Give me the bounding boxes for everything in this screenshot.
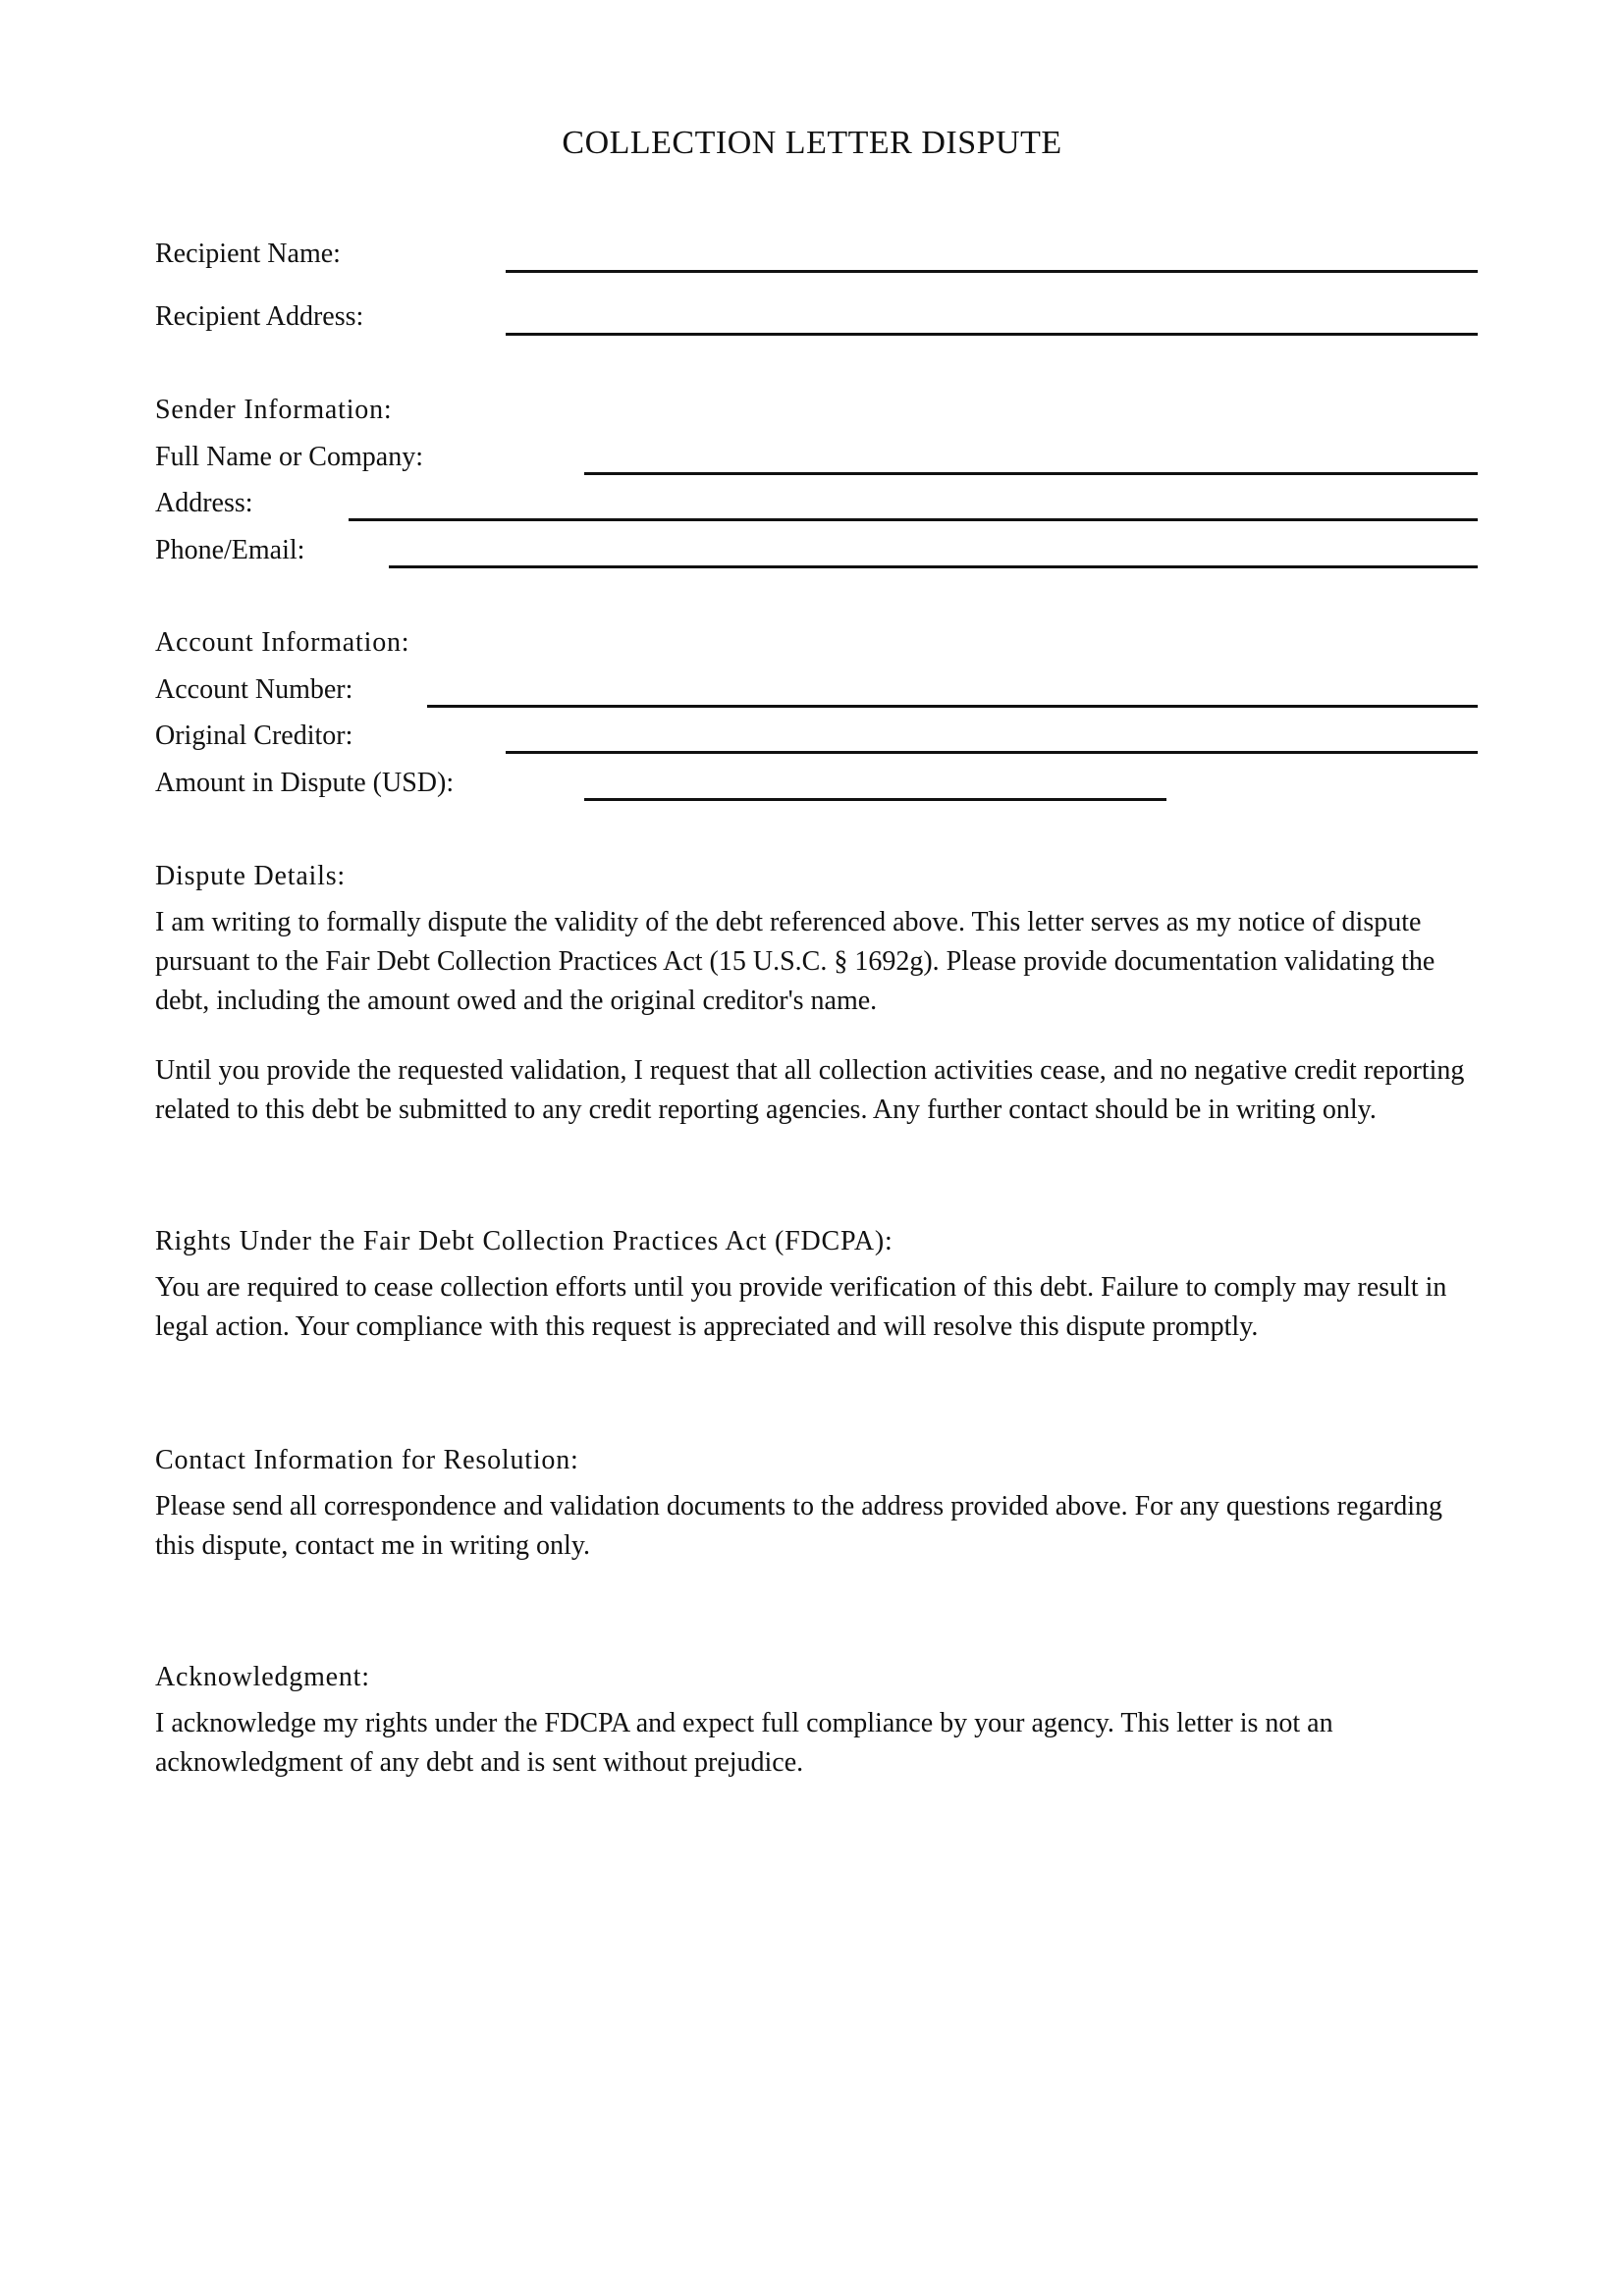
rights-heading: Rights Under the Fair Debt Collection Practices Act (FDCPA): [155, 1226, 893, 1256]
sender-name-label: Full Name or Company: [155, 442, 423, 472]
recipient-name-label: Recipient Name: [155, 239, 341, 269]
recipient-name-field[interactable] [506, 270, 1478, 273]
sender-contact-label: Phone/Email: [155, 535, 305, 565]
account-number-field[interactable] [427, 705, 1478, 708]
acknowledgment-paragraph: I acknowledge my rights under the FDCPA and expect full compliance by your agency. This letter is not an acknowledgment of any debt and is sent without prejudice. [155, 1708, 1333, 1778]
rights-paragraph: You are required to cease collection efforts until you provide verification of this debt. Failure to comply may result in legal action. Your compliance with this request is appreciated and will resolve this dispute promptly. [155, 1272, 1447, 1342]
sender-information-heading: Sender Information: [155, 395, 393, 425]
dispute-paragraph-2: Until you provide the requested validation, I request that all collection activities cease, and no negative credit reporting related to this debt be submitted to any credit reporting agencies. Any further contact should be in writing only. [155, 1055, 1465, 1125]
account-information-heading: Account Information: [155, 627, 410, 658]
contact-heading: Contact Information for Resolution: [155, 1445, 579, 1475]
original-creditor-label: Original Creditor: [155, 721, 353, 751]
contact-paragraph: Please send all correspondence and validation documents to the address provided above. For any questions regarding this dispute, contact me in writing only. [155, 1491, 1442, 1561]
document-title: COLLECTION LETTER DISPUTE [562, 125, 1062, 161]
sender-address-label: Address: [155, 488, 253, 518]
amount-in-dispute-label: Amount in Dispute (USD): [155, 768, 455, 798]
recipient-address-label: Recipient Address: [155, 301, 364, 332]
dispute-details-heading: Dispute Details: [155, 861, 346, 891]
sender-address-field[interactable] [349, 518, 1478, 521]
amount-in-dispute-field[interactable] [584, 798, 1166, 801]
account-number-label: Account Number: [155, 674, 353, 705]
sender-contact-field[interactable] [389, 565, 1478, 568]
original-creditor-field[interactable] [506, 751, 1478, 754]
dispute-paragraph-1: I am writing to formally dispute the validity of the debt referenced above. This letter serves as my notice of dispute pursuant to the Fair Debt Collection Practices Act (15 U.S.C. § 1692g). Please provide documentation validating the debt, including the amount owed and the original creditor's name. [155, 907, 1435, 1016]
acknowledgment-heading: Acknowledgment: [155, 1662, 370, 1692]
recipient-address-field[interactable] [506, 333, 1478, 336]
sender-name-field[interactable] [584, 472, 1478, 475]
